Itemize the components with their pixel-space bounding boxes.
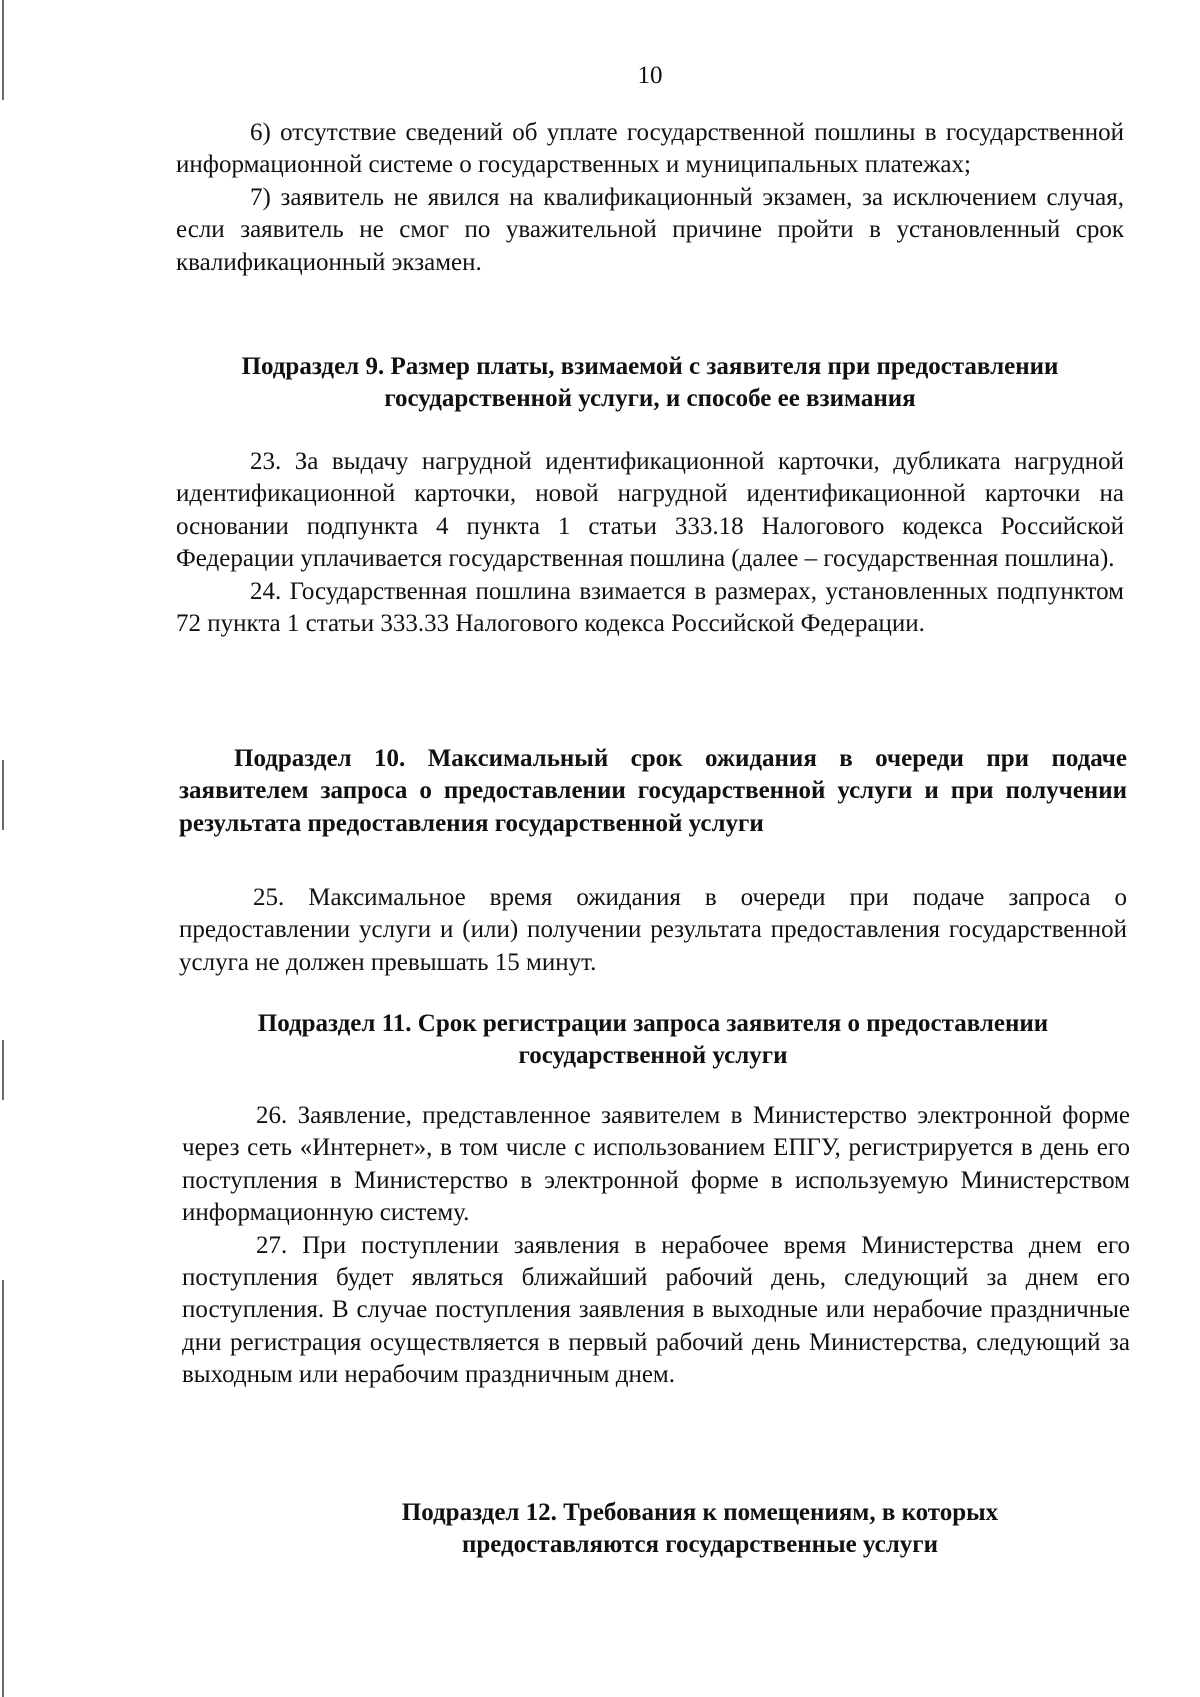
paragraph-block-item-25 [179,882,1127,979]
scan-edge-line [2,1280,4,1697]
heading-subsection-10: Подраздел 10. Максимальный срок ожидания в очереди при подаче заявителем запроса о предоставлении государственной услуги и при получении результата предоставления государственной услуги [179,745,1127,837]
paragraph-block-items-23-24 [176,446,1124,640]
paragraph-item-7: 7) заявитель не явился на квалификационный экзамен, за исключением случая, если заявитель не смог по уважительной причине пройти в установленный срок квалификационный экзамен. [176,183,1124,276]
scan-edge-line [2,760,4,830]
paragraph-item-6: 6) отсутствие сведений об уплате государственной пошлины в государственной информационной системе о государственных и муниципальных платежах; [176,119,1124,179]
page-number: 10 [637,62,663,89]
paragraph-item-24: 24. Государственная пошлина взимается в размерах, установленных подпунктом 72 пункта 1 статьи 333.33 Налогового кодекса Российской Федерации. [176,577,1124,638]
heading-subsection-9: Подраздел 9. Размер платы, взимаемой с заявителя при предоставлении государственной услуги, и способе ее взимания [241,353,1059,413]
scan-edge-line [2,1040,4,1100]
paragraph-item-27: 27. При поступлении заявления в нерабочее время Министерства днем его поступления будет являться ближайший рабочий день, следующий за днем его поступления. В случае поступления заявления в выходные или нерабочие праздничные дни регистрация осуществляется в первый рабочий день Министерства, следующий за выходным или нерабочим праздничным днем. [182,1231,1130,1389]
paragraph-item-26: 26. Заявление, представленное заявителем в Министерство электронной форме через сеть «Интернет», в том числе с использованием ЕПГУ, регистрируется в день его поступления в Министерство в электронной форме в используемую Министерством информационную систему. [182,1102,1130,1227]
paragraph-item-25: 25. Максимальное время ожидания в очереди при подаче запроса о предоставлении услуги и (или) получении результата предоставления государственной услуга не должен превышать 15 минут. [179,884,1127,976]
heading-subsection-12: Подраздел 12. Требования к помещениям, в которых предоставляются государственные услуги [401,1499,999,1559]
paragraph-block-items-6-7 [176,117,1124,279]
heading-subsection-11: Подраздел 11. Срок регистрации запроса заявителя о предоставлении государственной услуги [257,1010,1049,1070]
paragraph-item-23: 23. За выдачу нагрудной идентификационной карточки, дубликата нагрудной идентификационной карточки, новой нагрудной идентификационной карточки на основании подпункта 4 пункта 1 статьи 333.18 Налогового кодекса Российской Федерации уплачивается государственная пошлина (далее – государственная пошлина). [176,448,1124,573]
paragraph-block-items-26-27 [182,1100,1130,1392]
